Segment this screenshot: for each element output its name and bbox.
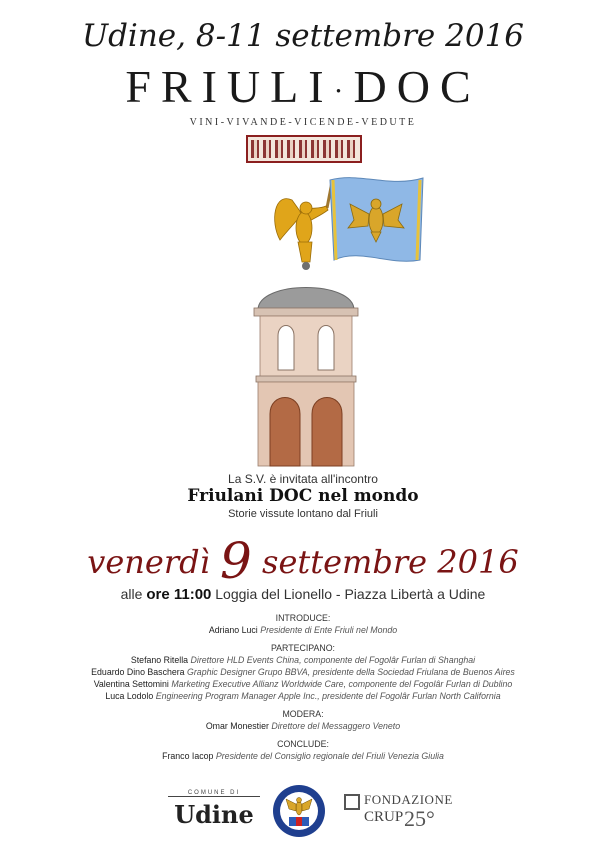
participant-row xyxy=(0,678,606,690)
person-name: Valentina Settomini xyxy=(93,679,169,689)
event-date xyxy=(0,532,606,590)
brand-left: FRIULI xyxy=(125,61,334,112)
venue-time: ore 11:00 xyxy=(146,586,212,603)
venue-prefix: alle xyxy=(120,586,143,602)
event-venue xyxy=(0,586,606,603)
person-name: Eduardo Dino Baschera xyxy=(91,667,185,677)
event-day: 9 xyxy=(220,532,252,590)
moderator-row xyxy=(0,720,606,732)
comune-small-label: COMUNE DI xyxy=(168,790,260,797)
person-role: Engineering Program Manager Apple Inc., presidente del Fogolâr Furlan North California xyxy=(155,691,501,701)
person-name: Omar Monestier xyxy=(205,721,269,731)
fondazione-crup-icon xyxy=(344,794,360,810)
crup-label: CRUP xyxy=(364,809,404,825)
participant-row xyxy=(0,654,606,666)
person-name: Stefano Ritella xyxy=(130,655,189,665)
participant-row xyxy=(0,666,606,678)
brand-right: DOC xyxy=(353,61,481,112)
fondazione-crup-logo xyxy=(344,792,464,836)
person-role: Direttore HLD Events China, componente del Fogolâr Furlan di Shanghai xyxy=(190,655,476,665)
person-role: Direttore del Messaggero Veneto xyxy=(271,721,401,731)
comune-name-label: Udine xyxy=(174,800,254,829)
person-role: Presidente di Ente Friuli nel Mondo xyxy=(260,625,398,635)
person-name: Luca Lodolo xyxy=(105,691,154,701)
sponsor-logos xyxy=(0,782,606,842)
introduce-person xyxy=(0,624,606,636)
person-role: Graphic Designer Grupo BBVA, presidente della Sociedad Friulana de Buenos Aires xyxy=(187,667,515,677)
friuli-flag-icon xyxy=(330,178,423,262)
modera-heading: MODERA: xyxy=(282,709,324,719)
friuli-nel-mondo-emblem-icon xyxy=(272,784,326,838)
anniversary-number: 25° xyxy=(404,806,435,831)
event-subtitle: Storie vissute lontano dal Friuli xyxy=(228,508,378,520)
golden-angel-icon xyxy=(275,199,328,262)
person-name: Franco Iacop xyxy=(162,751,214,761)
conclusion-row xyxy=(0,750,606,762)
invitation-intro: La S.V. è invitata all'incontro xyxy=(228,472,378,486)
conclude-heading: CONCLUDE: xyxy=(277,739,329,749)
decorative-frieze-stamp xyxy=(246,135,362,163)
participant-row xyxy=(0,690,606,702)
event-month-year: settembre 2016 xyxy=(262,543,519,581)
event-weekday: venerdì xyxy=(87,543,210,581)
venue-place: Loggia del Lionello - Piazza Libertà a Udine xyxy=(215,586,486,602)
event-title: Friulani DOC nel mondo xyxy=(187,486,419,506)
brand-title xyxy=(0,60,606,113)
program xyxy=(0,612,606,762)
introduce-heading: INTRODUCE: xyxy=(275,613,331,623)
person-role: Marketing Executive Allianz Worldwide Care, componente del Fogolâr Furlan di Dublino xyxy=(171,679,513,689)
comune-di-udine-logo xyxy=(168,790,260,834)
person-role: Presidente del Consiglio regionale del Friuli Venezia Giulia xyxy=(215,751,444,761)
tower-angel-flag-illustration xyxy=(230,170,430,470)
fondazione-label: FONDAZIONE xyxy=(364,792,453,807)
person-name: Adriano Luci xyxy=(208,625,258,635)
brand-subtitle: VINI-VIVANDE-VICENDE-VEDUTE xyxy=(189,117,417,128)
partecipano-heading: PARTECIPANO: xyxy=(270,643,336,653)
header-date: Udine, 8-11 settembre 2016 xyxy=(81,18,525,54)
brand-separator-dot: · xyxy=(333,74,354,108)
